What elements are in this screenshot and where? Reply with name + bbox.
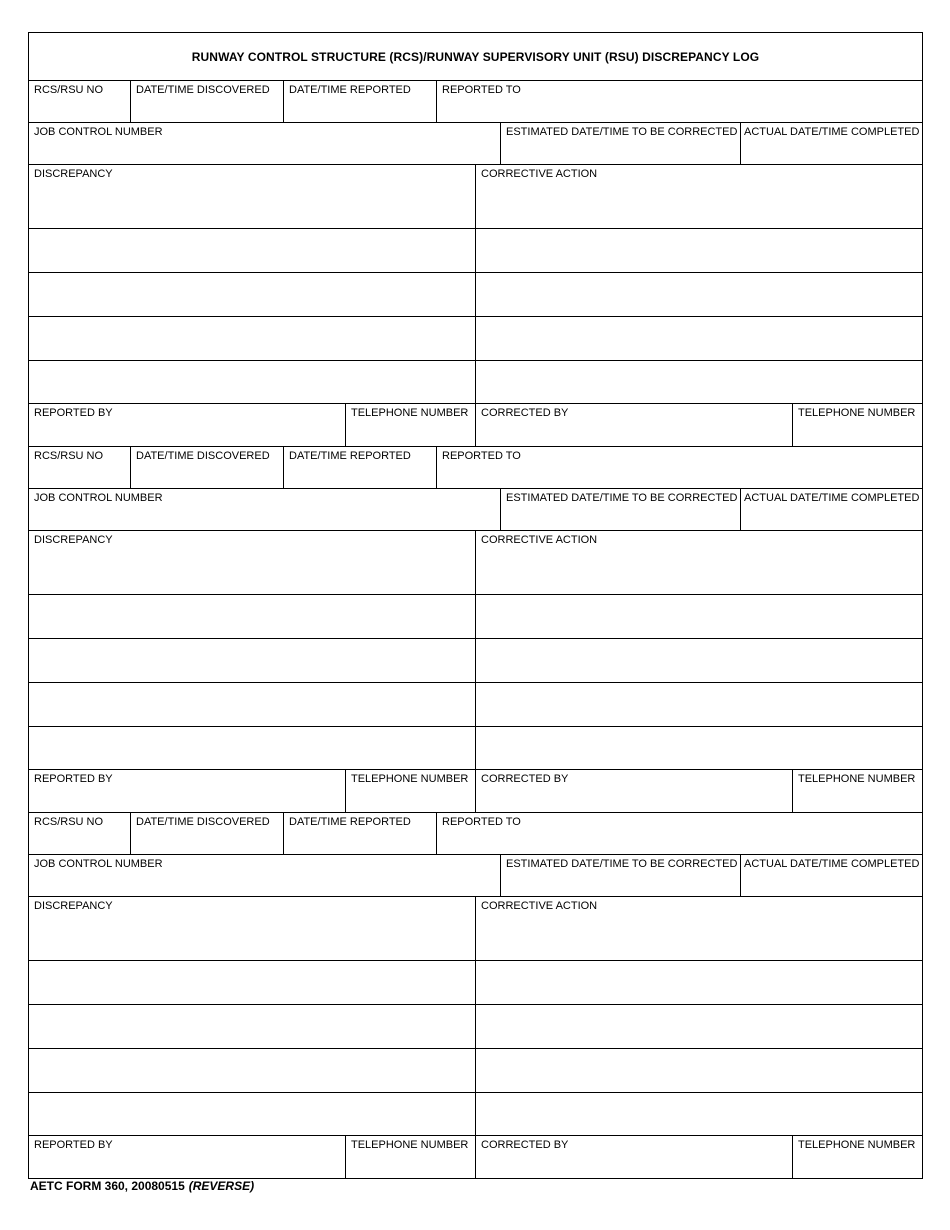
rcs-rsu-no-field[interactable]: [29, 81, 131, 122]
discrepancy-line: [29, 595, 922, 639]
discrepancy-line-input[interactable]: [29, 961, 476, 1004]
corrective-action-line-input[interactable]: [476, 273, 922, 316]
reported-by-field[interactable]: [29, 770, 346, 813]
signature-row: [29, 404, 922, 447]
corrective-action-line-input[interactable]: [476, 1093, 922, 1135]
entry-block-2: [29, 447, 922, 813]
rcs-rsu-no-field[interactable]: [29, 813, 131, 854]
reported-to-field[interactable]: [437, 81, 922, 122]
rcs-rsu-no-label: RCS/RSU NO: [34, 816, 104, 828]
rcs-rsu-no-label: RCS/RSU NO: [34, 450, 104, 462]
discrepancy-line-input[interactable]: [29, 273, 476, 316]
estimated-date-time-field[interactable]: [501, 123, 741, 164]
reported-to-field[interactable]: [437, 447, 922, 488]
corrected-by-field[interactable]: [476, 404, 793, 447]
discrepancy-line-input[interactable]: [29, 229, 476, 272]
corrective-action-line-input[interactable]: [476, 317, 922, 360]
job-control-number-label: JOB CONTROL NUMBER: [34, 126, 163, 138]
date-time-discovered-field[interactable]: [131, 81, 284, 122]
corrector-telephone-field[interactable]: [793, 404, 922, 447]
discrepancy-line: [29, 961, 922, 1005]
discrepancy-label: DISCREPANCY: [34, 168, 113, 180]
actual-date-time-label: ACTUAL DATE/TIME COMPLETED: [744, 126, 920, 138]
date-time-discovered-label: DATE/TIME DISCOVERED: [136, 84, 270, 96]
discrepancy-line: [29, 1093, 922, 1136]
date-time-discovered-label: DATE/TIME DISCOVERED: [136, 450, 270, 462]
job-control-row: [29, 489, 922, 531]
actual-date-time-label: ACTUAL DATE/TIME COMPLETED: [744, 492, 920, 504]
discrepancy-line-input[interactable]: [29, 317, 476, 360]
actual-date-time-label: ACTUAL DATE/TIME COMPLETED: [744, 858, 920, 870]
corrective-action-line-input[interactable]: [476, 229, 922, 272]
entry-header-row: [29, 447, 922, 489]
date-time-discovered-label: DATE/TIME DISCOVERED: [136, 816, 270, 828]
discrepancy-line: [29, 683, 922, 727]
corrected-by-label: CORRECTED BY: [481, 1139, 569, 1151]
actual-date-time-field[interactable]: [741, 123, 922, 164]
actual-date-time-field[interactable]: [741, 489, 922, 530]
estimated-date-time-field[interactable]: [501, 855, 741, 896]
telephone-number-label: TELEPHONE NUMBER: [351, 773, 469, 785]
job-control-number-field[interactable]: [29, 123, 501, 164]
corrector-telephone-field[interactable]: [793, 1136, 922, 1179]
discrepancy-log-form: [28, 32, 923, 1179]
reported-by-label: REPORTED BY: [34, 773, 113, 785]
discrepancy-label: DISCREPANCY: [34, 534, 113, 546]
discrepancy-line-input[interactable]: [29, 683, 476, 726]
telephone-number-label: TELEPHONE NUMBER: [351, 407, 469, 419]
corrector-telephone-field[interactable]: [793, 770, 922, 813]
corrective-action-line-input[interactable]: [476, 961, 922, 1004]
entry-header-row: [29, 813, 922, 855]
discrepancy-field[interactable]: [29, 531, 476, 594]
corrective-action-field[interactable]: [476, 531, 922, 594]
corrective-action-label: CORRECTIVE ACTION: [481, 534, 598, 546]
discrepancy-header-row: [29, 531, 922, 595]
form-side: (REVERSE): [188, 1179, 255, 1193]
estimated-date-time-label: ESTIMATED DATE/TIME TO BE CORRECTED: [506, 126, 738, 138]
date-time-reported-label: DATE/TIME REPORTED: [289, 84, 411, 96]
reported-to-label: REPORTED TO: [442, 816, 521, 828]
date-time-reported-label: DATE/TIME REPORTED: [289, 450, 411, 462]
corrective-action-field[interactable]: [476, 897, 922, 960]
signature-row: [29, 1136, 922, 1179]
estimated-date-time-label: ESTIMATED DATE/TIME TO BE CORRECTED: [506, 858, 738, 870]
reported-to-label: REPORTED TO: [442, 450, 521, 462]
reporter-telephone-field[interactable]: [346, 404, 476, 447]
estimated-date-time-field[interactable]: [501, 489, 741, 530]
discrepancy-header-row: [29, 897, 922, 961]
signature-row: [29, 770, 922, 813]
job-control-number-label: JOB CONTROL NUMBER: [34, 492, 163, 504]
corrective-action-label: CORRECTIVE ACTION: [481, 168, 598, 180]
date-time-reported-label: DATE/TIME REPORTED: [289, 816, 411, 828]
job-control-number-label: JOB CONTROL NUMBER: [34, 858, 163, 870]
telephone-number-label: TELEPHONE NUMBER: [798, 1139, 916, 1151]
telephone-number-label: TELEPHONE NUMBER: [798, 773, 916, 785]
date-time-discovered-field[interactable]: [131, 813, 284, 854]
discrepancy-line: [29, 1005, 922, 1049]
discrepancy-line: [29, 727, 922, 770]
entry-header-row: [29, 81, 922, 123]
discrepancy-line: [29, 317, 922, 361]
job-control-row: [29, 855, 922, 897]
date-time-reported-field[interactable]: [284, 81, 437, 122]
entry-block-1: [29, 81, 922, 447]
form-id: AETC FORM 360, 20080515: [30, 1179, 185, 1193]
reporter-telephone-field[interactable]: [346, 770, 476, 813]
reported-by-field[interactable]: [29, 1136, 346, 1179]
corrective-action-line-input[interactable]: [476, 361, 922, 403]
reported-by-field[interactable]: [29, 404, 346, 447]
telephone-number-label: TELEPHONE NUMBER: [351, 1139, 469, 1151]
discrepancy-line-input[interactable]: [29, 1049, 476, 1092]
reported-to-field[interactable]: [437, 813, 922, 854]
corrective-action-line-input[interactable]: [476, 683, 922, 726]
discrepancy-line: [29, 639, 922, 683]
corrective-action-line-input[interactable]: [476, 1049, 922, 1092]
reported-by-label: REPORTED BY: [34, 1139, 113, 1151]
form-footer: [30, 1179, 254, 1193]
discrepancy-line-input[interactable]: [29, 727, 476, 769]
rcs-rsu-no-field[interactable]: [29, 447, 131, 488]
discrepancy-header-row: [29, 165, 922, 229]
discrepancy-field[interactable]: [29, 165, 476, 228]
job-control-number-field[interactable]: [29, 489, 501, 530]
reporter-telephone-field[interactable]: [346, 1136, 476, 1179]
corrective-action-line-input[interactable]: [476, 595, 922, 638]
date-time-reported-field[interactable]: [284, 447, 437, 488]
reported-to-label: REPORTED TO: [442, 84, 521, 96]
discrepancy-line-input[interactable]: [29, 361, 476, 403]
discrepancy-line: [29, 273, 922, 317]
entry-block-3: [29, 813, 922, 1179]
corrective-action-line-input[interactable]: [476, 727, 922, 769]
corrected-by-field[interactable]: [476, 770, 793, 813]
reported-by-label: REPORTED BY: [34, 407, 113, 419]
corrective-action-line-input[interactable]: [476, 639, 922, 682]
form-title: RUNWAY CONTROL STRUCTURE (RCS)/RUNWAY SUPERVISORY UNIT (RSU) DISCREPANCY LOG: [29, 33, 922, 81]
job-control-row: [29, 123, 922, 165]
discrepancy-line-input[interactable]: [29, 639, 476, 682]
corrected-by-label: CORRECTED BY: [481, 773, 569, 785]
discrepancy-line: [29, 1049, 922, 1093]
discrepancy-line: [29, 229, 922, 273]
date-time-discovered-field[interactable]: [131, 447, 284, 488]
discrepancy-line-input[interactable]: [29, 595, 476, 638]
corrected-by-field[interactable]: [476, 1136, 793, 1179]
corrective-action-line-input[interactable]: [476, 1005, 922, 1048]
rcs-rsu-no-label: RCS/RSU NO: [34, 84, 104, 96]
date-time-reported-field[interactable]: [284, 813, 437, 854]
corrected-by-label: CORRECTED BY: [481, 407, 569, 419]
corrective-action-label: CORRECTIVE ACTION: [481, 900, 598, 912]
discrepancy-label: DISCREPANCY: [34, 900, 113, 912]
discrepancy-field[interactable]: [29, 897, 476, 960]
job-control-number-field[interactable]: [29, 855, 501, 896]
telephone-number-label: TELEPHONE NUMBER: [798, 407, 916, 419]
discrepancy-line-input[interactable]: [29, 1093, 476, 1135]
discrepancy-line-input[interactable]: [29, 1005, 476, 1048]
corrective-action-field[interactable]: [476, 165, 922, 228]
actual-date-time-field[interactable]: [741, 855, 922, 896]
discrepancy-line: [29, 361, 922, 404]
estimated-date-time-label: ESTIMATED DATE/TIME TO BE CORRECTED: [506, 492, 738, 504]
